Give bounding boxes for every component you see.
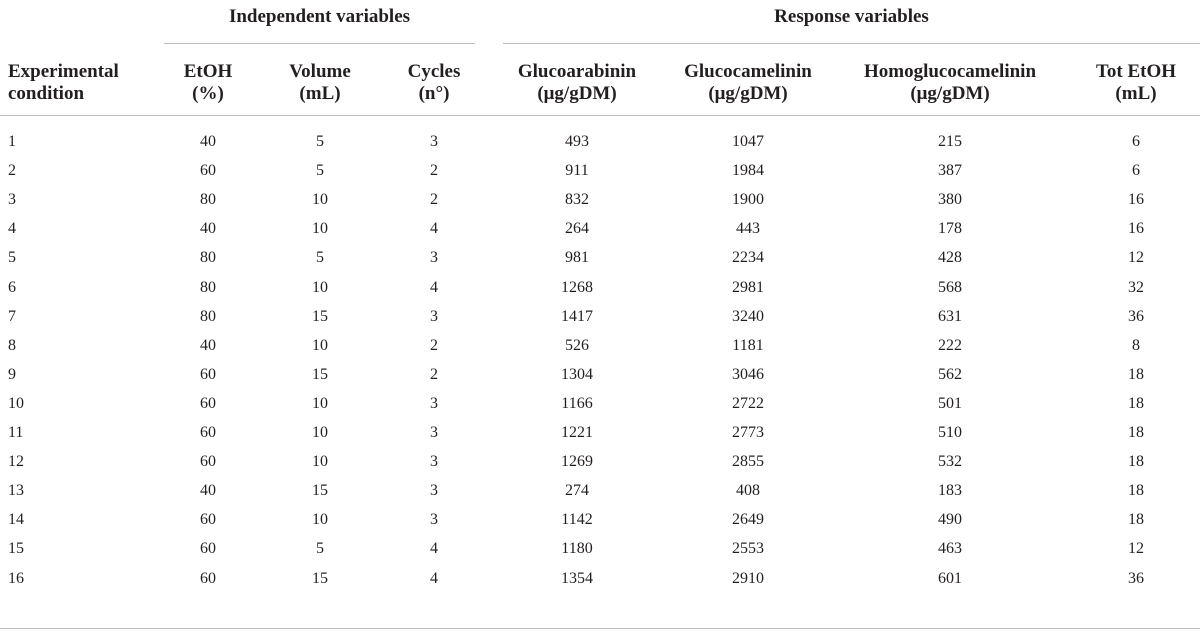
table-cell-homoglucocamelinin: 428 xyxy=(938,249,962,267)
table-cell-tot-etoh: 8 xyxy=(1132,336,1140,354)
table-cell-volume: 10 xyxy=(312,336,328,354)
table-cell-condition: 5 xyxy=(8,249,16,267)
table-cell-glucocamelinin: 2773 xyxy=(732,424,764,441)
column-header-etoh-line1: EtOH xyxy=(183,61,233,82)
column-header-condition xyxy=(8,61,158,105)
group-rule-response xyxy=(503,43,1200,44)
table-cell-condition: 1 xyxy=(8,133,16,150)
table-cell-tot-etoh: 18 xyxy=(1128,511,1144,529)
table-cell-cycles: 3 xyxy=(430,133,438,150)
table-cell-volume: 10 xyxy=(312,220,328,238)
bottom-rule xyxy=(0,628,1200,629)
table-cell-etoh: 60 xyxy=(200,569,216,587)
table-cell-condition: 16 xyxy=(8,569,24,587)
table-cell-cycles: 2 xyxy=(430,365,438,383)
table-cell-volume: 15 xyxy=(312,307,328,325)
table-cell-tot-etoh: 36 xyxy=(1128,569,1144,587)
table-cell-volume: 10 xyxy=(312,191,328,209)
table-cell-etoh: 60 xyxy=(200,394,216,412)
table-cell-cycles: 2 xyxy=(430,191,438,209)
column-header-glucocamelinin-line2: (μg/gDM) xyxy=(708,83,788,104)
table-cell-cycles: 4 xyxy=(430,278,438,296)
table-cell-glucocamelinin: 2910 xyxy=(732,569,764,587)
table-cell-condition: 7 xyxy=(8,307,16,325)
table-cell-volume: 5 xyxy=(316,249,324,267)
table-cell-glucocamelinin: 2553 xyxy=(732,540,764,558)
table-cell-condition: 6 xyxy=(8,278,16,296)
table-cell-volume: 15 xyxy=(312,482,328,500)
column-header-volume-line1: Volume xyxy=(289,61,351,82)
table-cell-cycles: 3 xyxy=(430,511,438,529)
table-cell-homoglucocamelinin: 532 xyxy=(938,453,962,471)
table-cell-cycles: 3 xyxy=(430,249,438,267)
column-header-cycles xyxy=(382,61,486,105)
table-cell-volume: 5 xyxy=(316,162,324,180)
table-cell-tot-etoh: 32 xyxy=(1128,278,1144,296)
table-cell-cycles: 2 xyxy=(430,336,438,354)
table-cell-cycles: 4 xyxy=(430,540,438,558)
table-cell-condition: 15 xyxy=(8,540,24,558)
column-header-volume xyxy=(258,61,382,105)
table-cell-tot-etoh: 18 xyxy=(1128,482,1144,500)
table-cell-condition: 4 xyxy=(8,220,16,238)
table-cell-cycles: 3 xyxy=(430,424,438,441)
table-cell-tot-etoh: 36 xyxy=(1128,307,1144,325)
table-cell-etoh: 40 xyxy=(200,133,216,150)
table-cell-glucocamelinin: 2855 xyxy=(732,453,764,471)
table-cell-glucoarabinin: 274 xyxy=(565,482,589,500)
table-cell-etoh: 80 xyxy=(200,249,216,267)
table-cell-condition: 10 xyxy=(8,394,24,412)
table-cell-condition: 13 xyxy=(8,482,24,500)
group-header-independent: Independent variables xyxy=(228,6,411,27)
table-cell-condition: 12 xyxy=(8,453,24,471)
column-header-glucoarabinin-line2: (μg/gDM) xyxy=(537,83,617,104)
table-cell-etoh: 80 xyxy=(200,191,216,209)
column-header-tot-etoh-line1: Tot EtOH xyxy=(1095,61,1177,82)
table-cell-homoglucocamelinin: 387 xyxy=(938,162,962,180)
table-cell-condition: 14 xyxy=(8,511,24,529)
table-cell-condition: 3 xyxy=(8,191,16,209)
table-cell-homoglucocamelinin: 463 xyxy=(938,540,962,558)
table-cell-condition: 2 xyxy=(8,162,16,180)
column-header-homoglucocamelinin-line2: (μg/gDM) xyxy=(910,83,990,104)
table-cell-volume: 5 xyxy=(316,133,324,150)
table-cell-homoglucocamelinin: 601 xyxy=(938,569,962,587)
table-cell-condition: 11 xyxy=(8,424,24,441)
column-header-homoglucocamelinin-line1: Homoglucocamelinin xyxy=(863,61,1037,82)
table-cell-glucoarabinin: 1142 xyxy=(561,511,593,529)
table-cell-glucocamelinin: 2981 xyxy=(732,278,764,296)
table-cell-homoglucocamelinin: 183 xyxy=(938,482,962,500)
table-cell-glucoarabinin: 264 xyxy=(565,220,589,238)
table-cell-glucoarabinin: 1221 xyxy=(561,424,593,441)
table-cell-etoh: 60 xyxy=(200,162,216,180)
table-cell-glucoarabinin: 1269 xyxy=(561,453,593,471)
table-cell-etoh: 40 xyxy=(200,220,216,238)
table-cell-homoglucocamelinin: 568 xyxy=(938,278,962,296)
column-header-condition-line1: Experimental xyxy=(8,61,119,82)
table-cell-glucocamelinin: 2234 xyxy=(732,249,764,267)
table-cell-glucoarabinin: 1268 xyxy=(561,278,593,296)
table-cell-cycles: 4 xyxy=(430,220,438,238)
table-cell-cycles: 3 xyxy=(430,307,438,325)
table-cell-cycles: 4 xyxy=(430,569,438,587)
table-cell-homoglucocamelinin: 178 xyxy=(938,220,962,238)
table-cell-etoh: 40 xyxy=(200,482,216,500)
table-cell-homoglucocamelinin: 215 xyxy=(938,133,962,150)
table-cell-etoh: 60 xyxy=(200,365,216,383)
table-cell-volume: 10 xyxy=(312,424,328,441)
table-cell-etoh: 60 xyxy=(200,511,216,529)
table-cell-condition: 8 xyxy=(8,336,16,354)
column-header-etoh-line2: (%) xyxy=(192,83,224,104)
table-cell-glucocamelinin: 2722 xyxy=(732,394,764,412)
table-cell-glucoarabinin: 1180 xyxy=(561,540,593,558)
table-cell-glucoarabinin: 1304 xyxy=(561,365,593,383)
column-header-tot-etoh xyxy=(1080,61,1192,105)
table-cell-glucocamelinin: 3240 xyxy=(732,307,764,325)
column-header-volume-line2: (mL) xyxy=(299,83,341,104)
table-cell-tot-etoh: 18 xyxy=(1128,394,1144,412)
table-cell-volume: 10 xyxy=(312,394,328,412)
column-header-condition-line2: condition xyxy=(8,83,85,104)
table-cell-glucoarabinin: 981 xyxy=(565,249,589,267)
table-cell-tot-etoh: 16 xyxy=(1128,220,1144,238)
table-cell-homoglucocamelinin: 490 xyxy=(938,511,962,529)
table-cell-glucoarabinin: 526 xyxy=(565,336,589,354)
table-cell-etoh: 60 xyxy=(200,453,216,471)
table-cell-glucoarabinin: 911 xyxy=(565,162,589,180)
table-cell-cycles: 3 xyxy=(430,394,438,412)
table-cell-cycles: 3 xyxy=(430,482,438,500)
table-cell-volume: 10 xyxy=(312,453,328,471)
table-cell-tot-etoh: 6 xyxy=(1132,133,1140,150)
table-cell-tot-etoh: 6 xyxy=(1132,162,1140,180)
table-cell-cycles: 3 xyxy=(430,453,438,471)
table-cell-cycles: 2 xyxy=(430,162,438,180)
table-cell-glucocamelinin: 1047 xyxy=(732,133,764,150)
column-header-etoh xyxy=(158,61,258,105)
table-cell-glucoarabinin: 832 xyxy=(565,191,589,209)
column-header-glucoarabinin xyxy=(503,61,651,105)
table-cell-glucocamelinin: 1181 xyxy=(732,336,764,354)
table-cell-etoh: 80 xyxy=(200,307,216,325)
table-cell-homoglucocamelinin: 562 xyxy=(938,365,962,383)
header-rule xyxy=(0,115,1200,116)
table-cell-etoh: 60 xyxy=(200,424,216,441)
table-cell-etoh: 60 xyxy=(200,540,216,558)
table-cell-homoglucocamelinin: 380 xyxy=(938,191,962,209)
table-cell-volume: 15 xyxy=(312,365,328,383)
table-cell-condition: 9 xyxy=(8,365,16,383)
table-cell-tot-etoh: 18 xyxy=(1128,365,1144,383)
table-cell-glucoarabinin: 1417 xyxy=(561,307,593,325)
column-header-glucoarabinin-line1: Glucoarabinin xyxy=(517,61,637,82)
table-cell-glucoarabinin: 493 xyxy=(565,133,589,150)
table-cell-volume: 10 xyxy=(312,278,328,296)
table-cell-tot-etoh: 12 xyxy=(1128,249,1144,267)
table-cell-volume: 5 xyxy=(316,540,324,558)
column-header-glucocamelinin xyxy=(665,61,831,105)
table-cell-volume: 10 xyxy=(312,511,328,529)
table-cell-glucocamelinin: 408 xyxy=(736,482,760,500)
table-cell-glucocamelinin: 443 xyxy=(736,220,760,238)
table-cell-tot-etoh: 12 xyxy=(1128,540,1144,558)
table-cell-homoglucocamelinin: 501 xyxy=(938,394,962,412)
table-cell-tot-etoh: 18 xyxy=(1128,453,1144,471)
column-header-glucocamelinin-line1: Glucocamelinin xyxy=(684,61,812,82)
table-cell-tot-etoh: 16 xyxy=(1128,191,1144,209)
group-rule-independent xyxy=(164,43,475,44)
group-header-response: Response variables xyxy=(774,6,929,27)
table-cell-glucoarabinin: 1354 xyxy=(561,569,593,587)
table-cell-volume: 15 xyxy=(312,569,328,587)
column-header-homoglucocamelinin xyxy=(835,61,1065,105)
table-cell-homoglucocamelinin: 510 xyxy=(938,424,962,441)
table-cell-glucocamelinin: 3046 xyxy=(732,365,764,383)
table-cell-glucocamelinin: 2649 xyxy=(732,511,764,529)
table-cell-etoh: 40 xyxy=(200,336,216,354)
column-header-cycles-line1: Cycles xyxy=(407,61,461,82)
table-cell-glucoarabinin: 1166 xyxy=(561,394,593,412)
table-cell-tot-etoh: 18 xyxy=(1128,424,1144,441)
column-header-cycles-line2: (n°) xyxy=(418,83,450,104)
table-cell-homoglucocamelinin: 631 xyxy=(938,307,962,325)
table-cell-glucocamelinin: 1984 xyxy=(732,162,764,180)
table-cell-homoglucocamelinin: 222 xyxy=(938,336,962,354)
column-header-tot-etoh-line2: (mL) xyxy=(1115,83,1157,104)
table-cell-glucocamelinin: 1900 xyxy=(732,191,764,209)
table-cell-etoh: 80 xyxy=(200,278,216,296)
